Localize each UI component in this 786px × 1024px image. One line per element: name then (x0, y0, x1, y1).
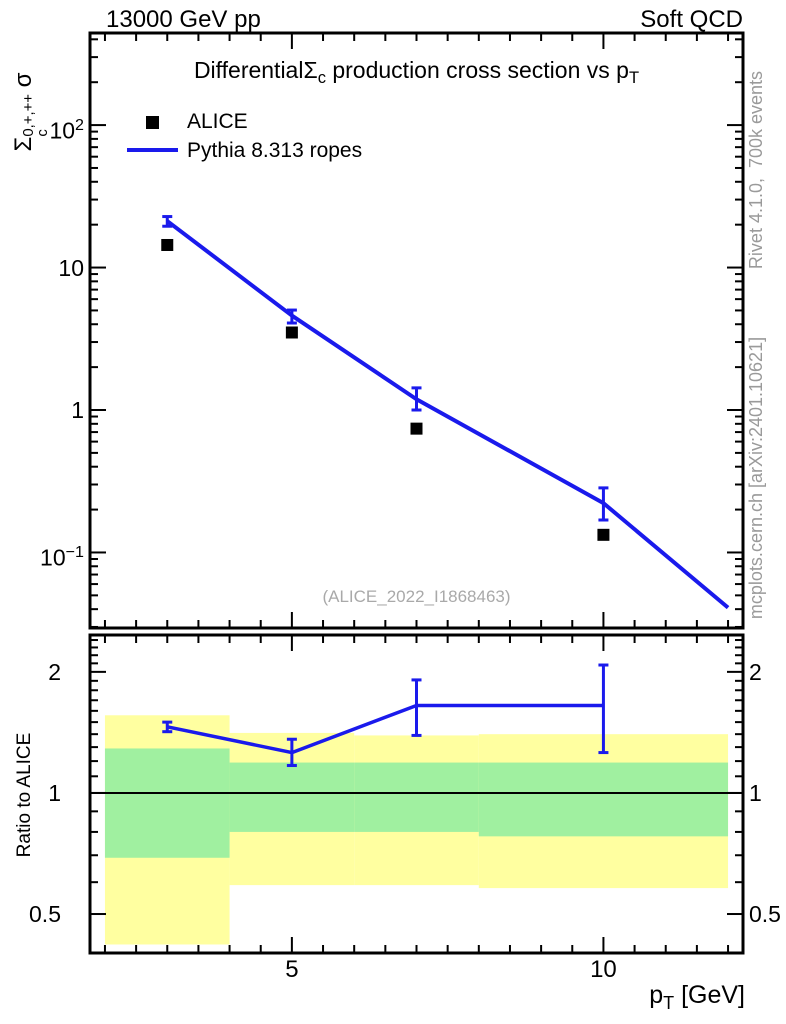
ylabel-sigma: σ (10, 72, 37, 95)
y-axis-label-ratio: Ratio to ALICE (14, 732, 35, 858)
title-prefix: Differential (193, 57, 304, 83)
mc-prediction-line (167, 221, 728, 608)
xlabel-sub: T (663, 992, 675, 1013)
header-beam-energy: 13000 GeV pp (106, 6, 261, 33)
plot-title (90, 57, 743, 86)
title-particle: Σ (303, 57, 318, 83)
y-tick-label-ratio-right: 1 (749, 779, 762, 806)
ylabel-sub: c (35, 129, 52, 137)
ylabel-sup: 0,+,++ (21, 94, 38, 137)
xlabel-symbol: p (649, 981, 664, 1009)
analysis-watermark: (ALICE_2022_I1868463) (322, 587, 511, 606)
side-note-mcplots: mcplots.cern.ch [arXiv:2401.10621] (746, 336, 766, 620)
title-suffix: production cross section vs p (325, 57, 629, 83)
y-tick-label-ratio-right: 2 (749, 658, 762, 685)
y-tick-label-ratio-left: 2 (48, 658, 61, 685)
title-pt-sub: T (628, 68, 640, 88)
xlabel-unit: [GeV] (674, 981, 745, 1009)
x-tick-label: 10 (590, 956, 617, 983)
y-tick-label-main: $10^{-1}$ (40, 543, 84, 572)
y-tick-label-main: 1 (71, 397, 84, 423)
x-axis-label (493, 981, 745, 1013)
y-tick-label-main: 10 (58, 254, 84, 281)
title-particle-sub: c (317, 68, 326, 88)
legend-marker-alice-square (146, 116, 159, 129)
legend-marker-pythia-line (127, 148, 178, 152)
y-tick-label-ratio-left: 0.5 (29, 901, 61, 928)
ylabel-particle: Σ (10, 136, 37, 152)
alice-data-markers (161, 239, 609, 541)
legend-label-pythia: Pythia 8.313 ropes (187, 139, 363, 162)
y-tick-label-ratio-left: 1 (48, 779, 61, 806)
side-note-rivet: Rivet 4.1.0, 700k events (746, 70, 766, 270)
mc-error-bars-main (162, 217, 608, 520)
y-tick-label-ratio-right: 0.5 (749, 901, 781, 928)
x-tick-label: 5 (285, 956, 299, 983)
header-process-tag: Soft QCD (640, 6, 743, 33)
y-tick-label-main: $10^2$ (49, 116, 84, 144)
legend-label-alice: ALICE (187, 110, 248, 133)
